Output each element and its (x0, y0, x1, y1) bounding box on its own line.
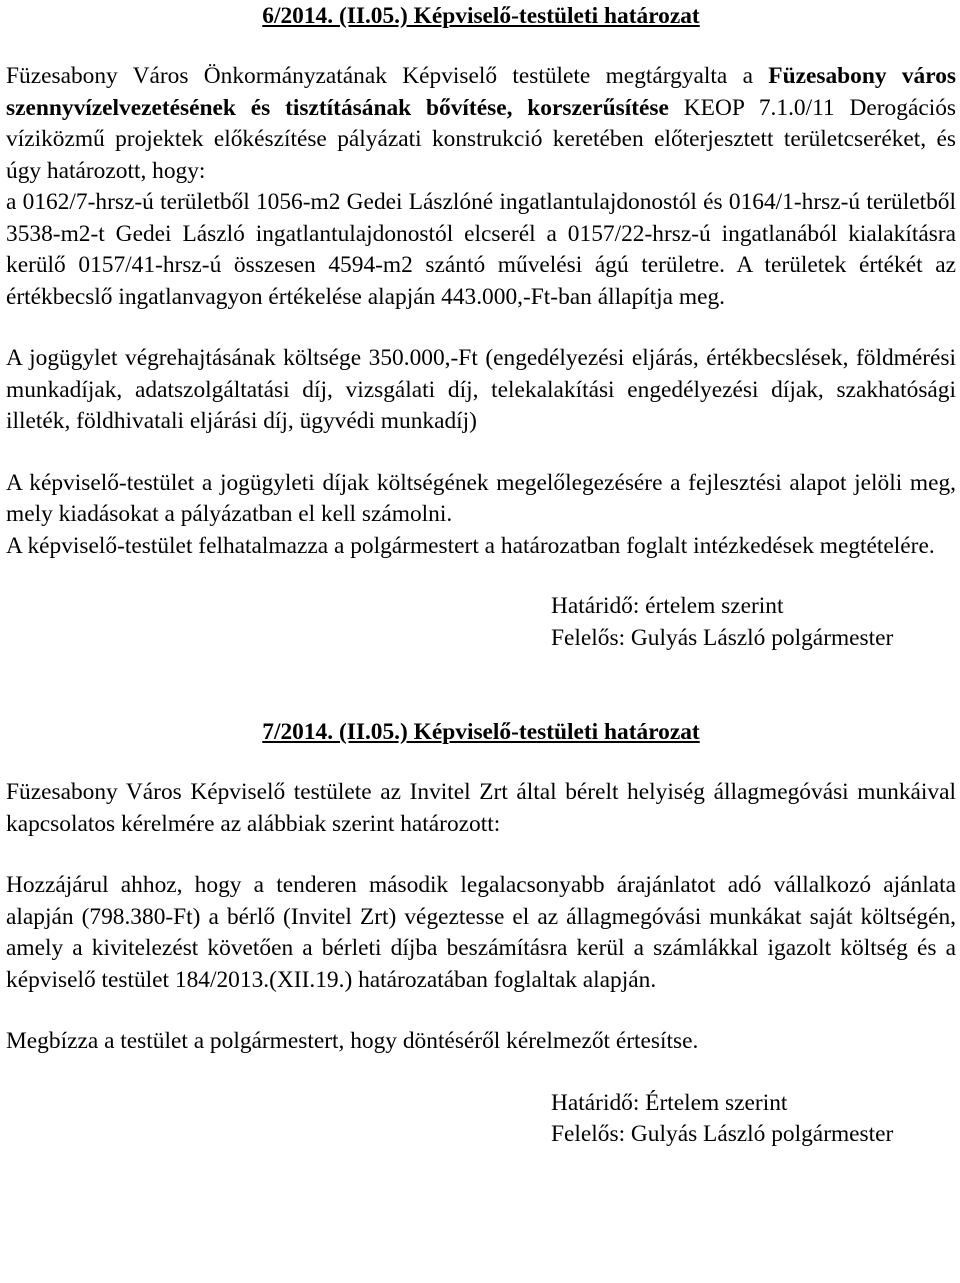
costs-paragraph: A jogügylet végrehajtásának költsége 350.000,-Ft (engedélyezési eljárás, értékbecslések, földmérési munkadíjak, adatszolgáltatási díj, vizsgálati díj, telekalakítási engedélyezési díjak, szakhatósági illeték, földhivatali eljárási díj, ügyvédi munkadíj) (6, 345, 956, 434)
intro-text-cont: KEOP 7.1.0/11 Derogációs víziközmű projektek előkészítése pályázati konstrukció keretében előterjesztett területcseréket, és úgy határozott, hogy: (6, 94, 956, 184)
resolution-7-2014 (6, 716, 956, 1151)
resolution-intro (6, 61, 956, 187)
resolution-title: 7/2014. (II.05.) Képviselő-testületi határozat (262, 719, 700, 745)
fund-paragraph: A képviselő-testület a jogügyleti díjak költségének megelőlegezésére a fejlesztési alapot jelöli meg, mely kiadásokat a pályázatban el kell számolni. (6, 469, 956, 527)
deadline-line: Határidő: értelem szerint (551, 593, 784, 619)
authorization-paragraph: A képviselő-testület felhatalmazza a polgármestert a határozatban foglalt intézkedések megtételére. (6, 532, 935, 559)
notify-paragraph: Megbízza a testület a polgármestert, hogy döntéséről kérelmezőt értesítse. (6, 1028, 699, 1054)
responsible-line: Felelős: Gulyás László polgármester (551, 1121, 894, 1147)
intro-text: Füzesabony Város Önkormányzatának Képviselő testülete megtárgyalta a (6, 63, 769, 89)
resolution-intro: Füzesabony Város Képviselő testülete az Invitel Zrt által bérelt helyiség állagmegóvási munkáival kapcsolatos kérelmére az alábbiak szerint határozott: (6, 779, 956, 837)
resolution-6-2014 (6, 0, 956, 654)
document-page (6, 0, 956, 1151)
resolution-title: 6/2014. (II.05.) Képviselő-testületi határozat (262, 3, 700, 29)
consent-paragraph: Hozzájárul ahhoz, hogy a tenderen második legalacsonyabb árajánlatot adó vállalkozó ajánlata alapján (798.380-Ft) a bérlő (Invitel Zrt) végeztesse el az állagmegóvási munkákat saját költségén, amely a kivitelezést követően a bérleti díjba beszámításra kerül a számlákkal igazolt költség és a képviselő testület 184/2013.(XII.19.) határozatában foglaltak alapján. (6, 872, 956, 993)
responsible-line: Felelős: Gulyás László polgármester (551, 624, 894, 651)
decision-paragraph: a 0162/7-hrsz-ú területből 1056-m2 Gedei Lászlóné ingatlantulajdonostól és 0164/1-hrsz-ú területből 3538-m2-t Gedei László ingatlantulajdonostól elcserél a 0157/22-hrsz-ú ingatlanából kialakításra kerülő 0157/41-hrsz-ú összesen 4594-m2 szántó művelési ágú területre. A területek értékét az értékbecslő ingatlanvagyon értékelése alapján 443.000,-Ft-ban állapítja meg. (6, 189, 956, 310)
project-name: Füzesabony város szennyvízelvezetésének és tisztításának bővítése, korszerűsítése (6, 63, 956, 121)
deadline-line: Határidő: Értelem szerint (551, 1089, 788, 1116)
